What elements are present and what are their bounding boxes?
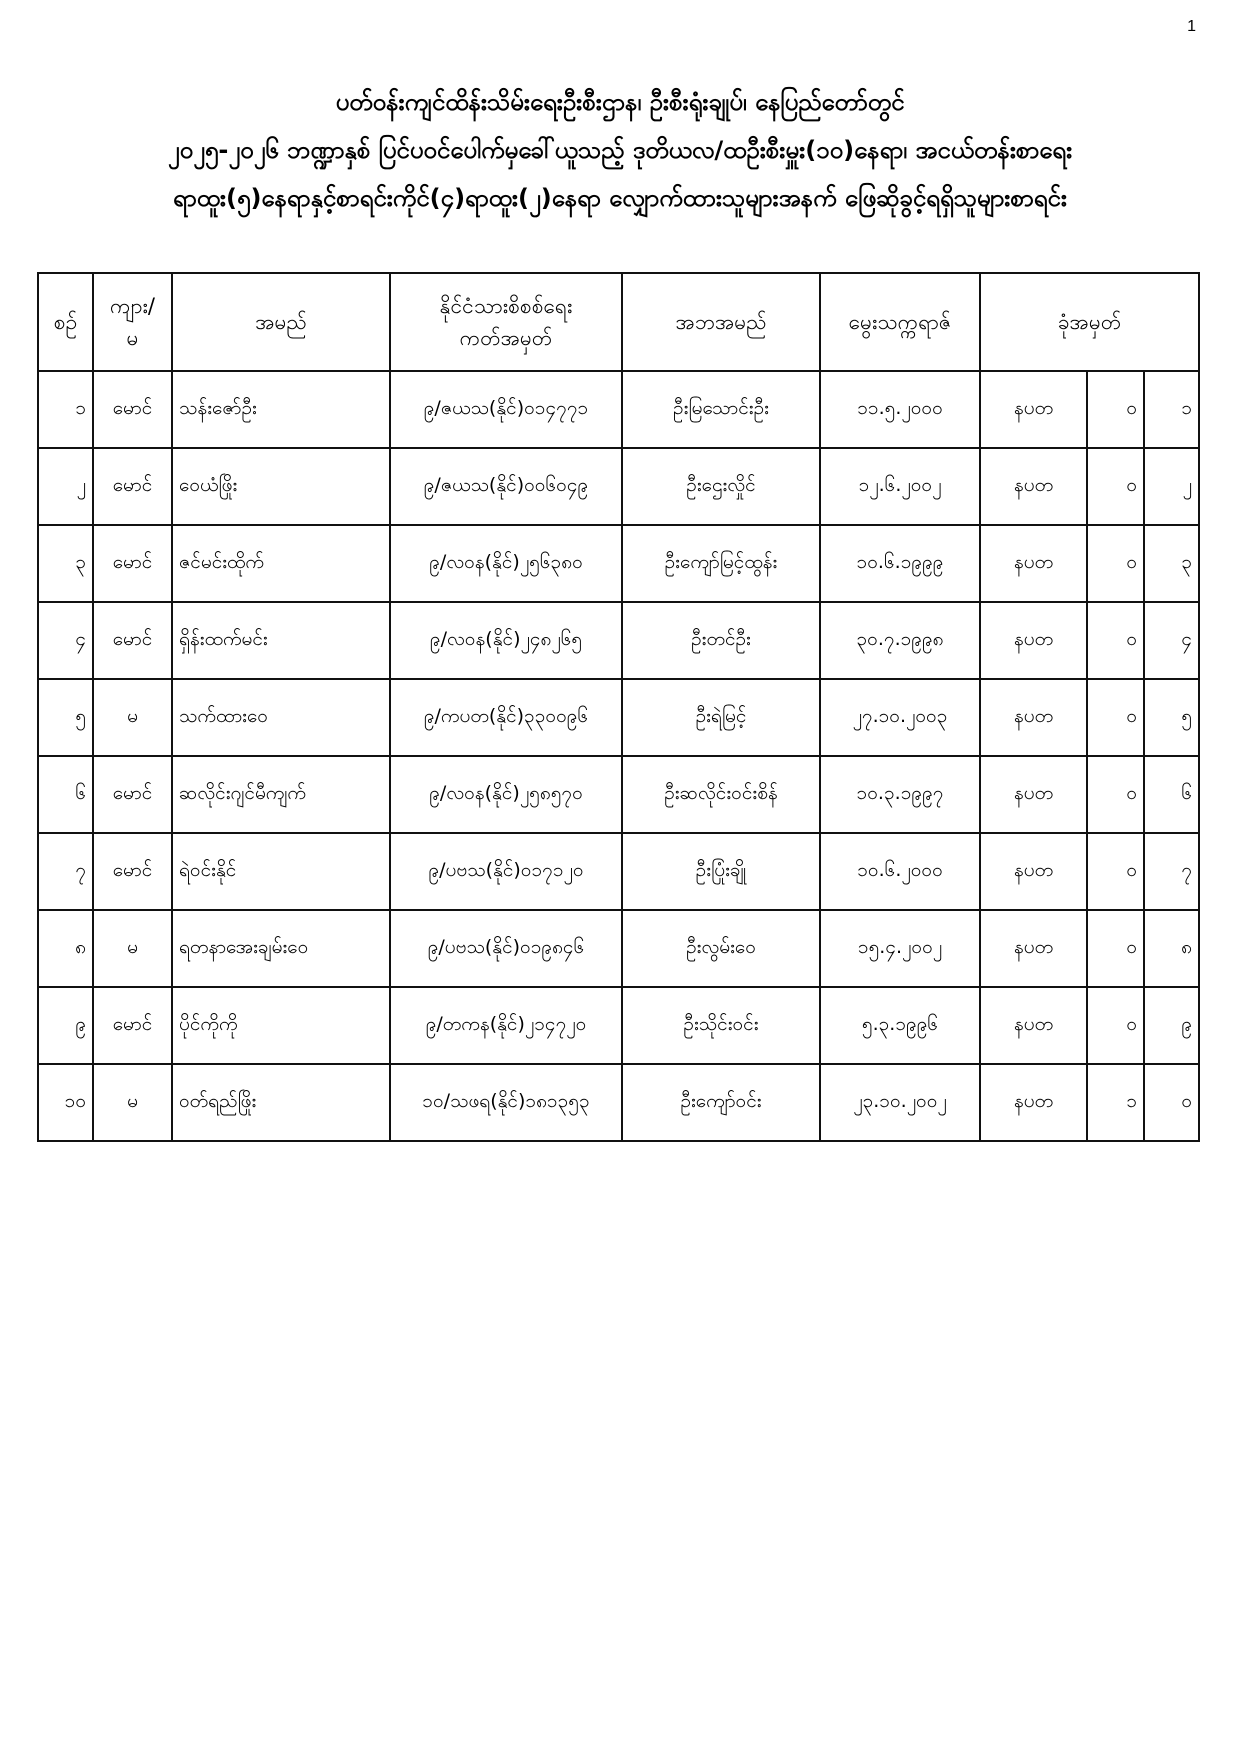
cell-nrc: ၉/လဝန(နိုင်)၂၅၈၅၇၀	[390, 756, 622, 833]
cell-gender: မောင်	[93, 448, 172, 525]
cell-roll-b: ၂	[1144, 448, 1199, 525]
header-gender-text: ကျား/ မ	[110, 294, 155, 350]
cell-father: ဦးကျော်ဝင်း	[622, 1064, 820, 1141]
table-row	[38, 910, 1199, 987]
cell-roll-b: ၄	[1144, 602, 1199, 679]
cell-roll-prefix: နပတ	[980, 448, 1087, 525]
table-row	[38, 448, 1199, 525]
cell-roll-a: ၀	[1087, 371, 1144, 448]
cell-nrc: ၉/ဇယသ(နိုင်)၀၀၆၀၄၉	[390, 448, 622, 525]
cell-dob: ၁၀.၆.၂၀၀၀	[820, 833, 980, 910]
cell-roll-prefix: နပတ	[980, 1064, 1087, 1141]
cell-roll-prefix: နပတ	[980, 833, 1087, 910]
cell-roll-prefix: နပတ	[980, 525, 1087, 602]
cell-roll-a: ၀	[1087, 910, 1144, 987]
cell-father: ဦးဌေးလှိုင်	[622, 448, 820, 525]
cell-roll-b: ၀	[1144, 1064, 1199, 1141]
table-header-row	[38, 273, 1199, 371]
cell-roll-b: ၃	[1144, 525, 1199, 602]
cell-roll-b: ၉	[1144, 987, 1199, 1064]
cell-roll-a: ၀	[1087, 679, 1144, 756]
cell-serial: ၄	[38, 602, 93, 679]
cell-dob: ၂၃.၁၀.၂၀၀၂	[820, 1064, 980, 1141]
cell-nrc: ၉/လဝန(နိုင်)၂၅၆၃၈၀	[390, 525, 622, 602]
cell-dob: ၃၀.၇.၁၉၉၈	[820, 602, 980, 679]
cell-roll-a: ၀	[1087, 833, 1144, 910]
cell-name: ပိုင်ကိုကို	[172, 987, 390, 1064]
header-serial: စဉ်	[38, 273, 93, 371]
cell-father: ဦးမြသောင်းဦး	[622, 371, 820, 448]
cell-nrc: ၉/လဝန(နိုင်)၂၄၈၂၆၅	[390, 602, 622, 679]
cell-roll-a: ၀	[1087, 525, 1144, 602]
cell-roll-a: ၀	[1087, 987, 1144, 1064]
title-line-1: ပတ်ဝန်းကျင်ထိန်းသိမ်းရေးဦးစီးဌာန၊ ဦးစီးရုံးချုပ်၊ နေပြည်တော်တွင်	[335, 88, 905, 116]
header-gender	[93, 273, 172, 371]
cell-gender: မ	[93, 679, 172, 756]
candidates-table	[37, 272, 1200, 1142]
table-row	[38, 987, 1199, 1064]
header-dob: မွေးသက္ကရာဇ်	[820, 273, 980, 371]
cell-gender: မောင်	[93, 602, 172, 679]
cell-roll-prefix: နပတ	[980, 679, 1087, 756]
cell-roll-prefix: နပတ	[980, 756, 1087, 833]
cell-dob: ၁၁.၅.၂၀၀၀	[820, 371, 980, 448]
cell-name: သက်ထားဝေ	[172, 679, 390, 756]
cell-serial: ၈	[38, 910, 93, 987]
cell-father: ဦးတင်ဦး	[622, 602, 820, 679]
cell-dob: ၁၀.၆.၁၉၉၉	[820, 525, 980, 602]
cell-nrc: ၉/ဇယသ(နိုင်)၀၁၄၇၇၁	[390, 371, 622, 448]
cell-dob: ၅.၃.၁၉၉၆	[820, 987, 980, 1064]
cell-dob: ၂၇.၁၀.၂၀၀၃	[820, 679, 980, 756]
cell-name: ရှိန်းထက်မင်း	[172, 602, 390, 679]
cell-serial: ၁၀	[38, 1064, 93, 1141]
cell-name: ဝတ်ရည်ဖြိုး	[172, 1064, 390, 1141]
cell-gender: မောင်	[93, 756, 172, 833]
header-nrc	[390, 273, 622, 371]
cell-father: ဦးပြုံးချို	[622, 833, 820, 910]
cell-roll-a: ၁	[1087, 1064, 1144, 1141]
cell-roll-b: ၁	[1144, 371, 1199, 448]
table-row	[38, 756, 1199, 833]
cell-nrc: ၁၀/သဖရ(နိုင်)၁၈၁၃၅၃	[390, 1064, 622, 1141]
table-row	[38, 679, 1199, 756]
cell-roll-prefix: နပတ	[980, 371, 1087, 448]
cell-gender: မ	[93, 1064, 172, 1141]
cell-dob: ၁၀.၃.၁၉၉၇	[820, 756, 980, 833]
cell-serial: ၁	[38, 371, 93, 448]
document-title	[40, 78, 1200, 222]
cell-serial: ၆	[38, 756, 93, 833]
header-father: အဘအမည်	[622, 273, 820, 371]
cell-roll-b: ၇	[1144, 833, 1199, 910]
cell-roll-prefix: နပတ	[980, 987, 1087, 1064]
cell-gender: မောင်	[93, 525, 172, 602]
cell-roll-b: ၆	[1144, 756, 1199, 833]
title-line-2: ၂၀၂၅-၂၀၂၆ ဘဏ္ဍာနှစ် ပြင်ပဝင်ပေါက်မှခေါ်ယူသည့် ဒုတိယလ/ထဦးစီးမှူး(၁၀)နေရာ၊ အငယ်တန်းစာရေး	[167, 136, 1073, 164]
cell-dob: ၁၅.၄.၂၀၀၂	[820, 910, 980, 987]
cell-serial: ၇	[38, 833, 93, 910]
cell-nrc: ၉/တကန(နိုင်)၂၁၄၇၂၀	[390, 987, 622, 1064]
cell-father: ဦးသိုင်းဝင်း	[622, 987, 820, 1064]
cell-gender: မောင်	[93, 987, 172, 1064]
table-row	[38, 833, 1199, 910]
title-line-3: ရာထူး(၅)နေရာနှင့်စာရင်းကိုင်(၄)ရာထူး(၂)နေရာ လျှောက်ထားသူများအနက် ဖြေဆိုခွင့်ရရှိသူများစာရင်း	[173, 184, 1067, 212]
cell-father: ဦးဆလိုင်းဝင်းစိန်	[622, 756, 820, 833]
cell-serial: ၅	[38, 679, 93, 756]
cell-father: ဦးကျော်မြင့်ထွန်း	[622, 525, 820, 602]
table-row	[38, 1064, 1199, 1141]
cell-roll-prefix: နပတ	[980, 602, 1087, 679]
cell-name: ဆလိုင်းဂျင်မီကျက်	[172, 756, 390, 833]
cell-name: ဝေယံဖြိုး	[172, 448, 390, 525]
cell-serial: ၉	[38, 987, 93, 1064]
cell-roll-b: ၈	[1144, 910, 1199, 987]
cell-gender: မ	[93, 910, 172, 987]
cell-roll-prefix: နပတ	[980, 910, 1087, 987]
cell-nrc: ၉/ပဗသ(နိုင်)၀၁၉၈၄၆	[390, 910, 622, 987]
table-row	[38, 602, 1199, 679]
cell-gender: မောင်	[93, 833, 172, 910]
cell-father: ဦးလွမ်းဝေ	[622, 910, 820, 987]
cell-name: ဇင်မင်းထိုက်	[172, 525, 390, 602]
cell-roll-a: ၀	[1087, 602, 1144, 679]
header-nrc-text: နိုင်ငံသားစိစစ်ရေး ကတ်အမှတ်	[439, 294, 573, 350]
cell-serial: ၃	[38, 525, 93, 602]
cell-nrc: ၉/ကပတ(နိုင်)၃၃၀၀၉၆	[390, 679, 622, 756]
cell-serial: ၂	[38, 448, 93, 525]
table-row	[38, 525, 1199, 602]
cell-name: ရဲဝင်းနိုင်	[172, 833, 390, 910]
cell-roll-b: ၅	[1144, 679, 1199, 756]
cell-gender: မောင်	[93, 371, 172, 448]
header-name: အမည်	[172, 273, 390, 371]
header-roll: ခုံအမှတ်	[980, 273, 1199, 371]
cell-dob: ၁၂.၆.၂၀၀၂	[820, 448, 980, 525]
cell-name: ရတနာအေးချမ်းဝေ	[172, 910, 390, 987]
table-row	[38, 371, 1199, 448]
cell-nrc: ၉/ပဗသ(နိုင်)၀၁၇၁၂၀	[390, 833, 622, 910]
cell-father: ဦးရဲမြင့်	[622, 679, 820, 756]
cell-roll-a: ၀	[1087, 756, 1144, 833]
cell-roll-a: ၀	[1087, 448, 1144, 525]
page-number: 1	[1187, 18, 1196, 35]
cell-name: သန်းဇော်ဦး	[172, 371, 390, 448]
